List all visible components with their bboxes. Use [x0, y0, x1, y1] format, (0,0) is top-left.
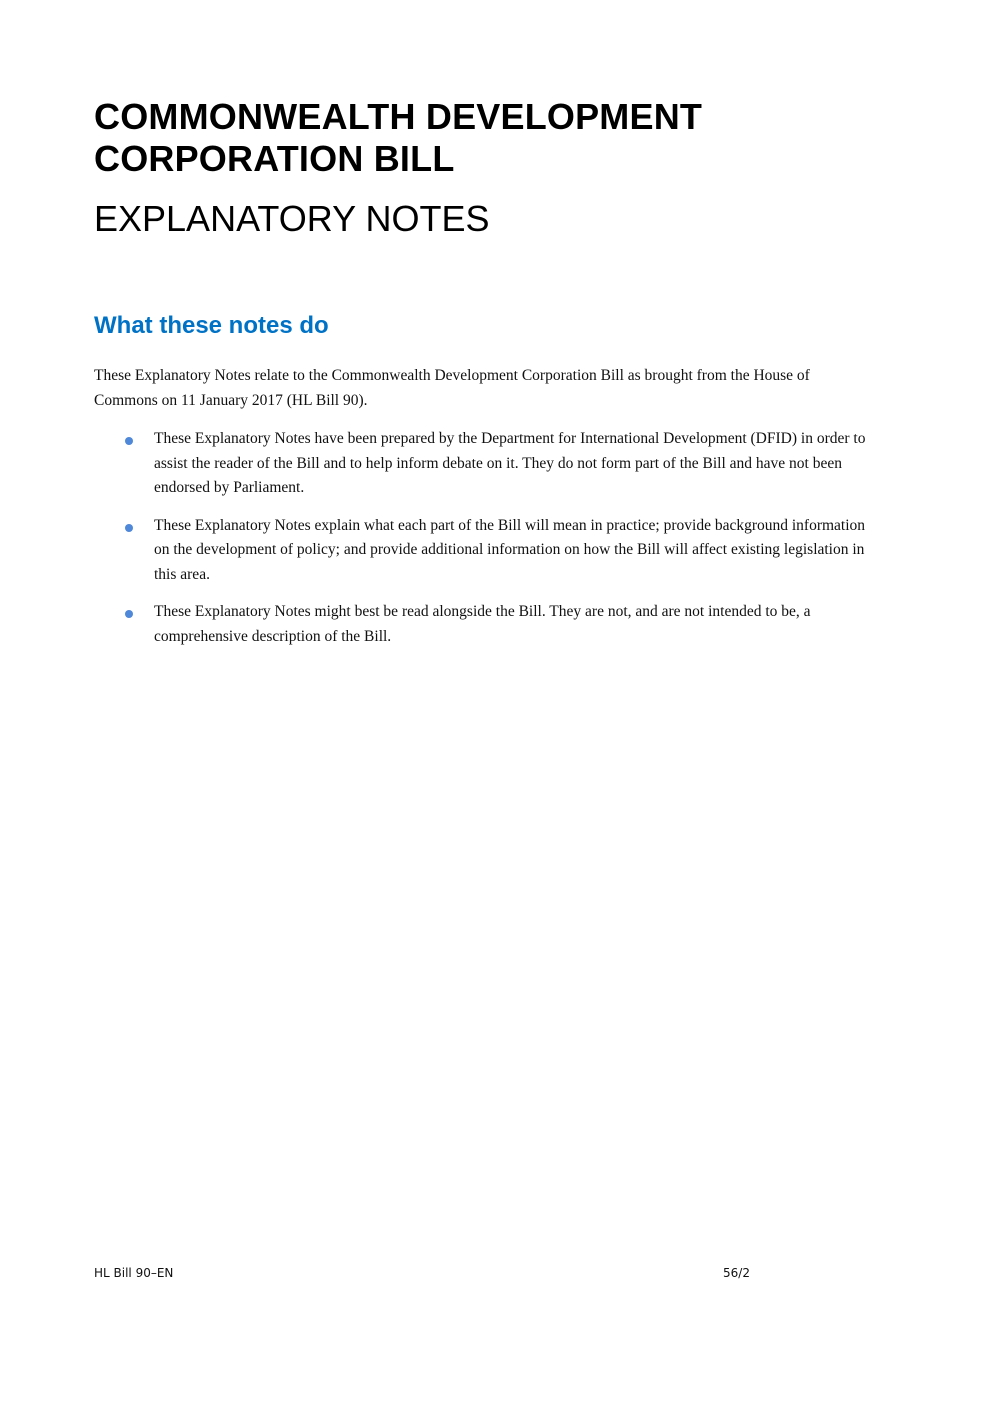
- bullet-text: These Explanatory Notes might best be read alongside the Bill. They are not, and are not intended to be, a comprehensive description of the Bill.: [154, 603, 811, 645]
- document-subtitle: EXPLANATORY NOTES: [94, 198, 490, 239]
- bullet-dot-icon: [125, 524, 133, 532]
- document-title: [94, 96, 702, 180]
- title-line-2: CORPORATION BILL: [94, 138, 455, 179]
- bullet-dot-icon: [125, 610, 133, 618]
- section-heading: What these notes do: [94, 312, 329, 339]
- footer-bill-reference: HL Bill 90–EN: [94, 1266, 174, 1280]
- bullet-item: [94, 600, 874, 649]
- bullet-dot-icon: [125, 437, 133, 445]
- bullet-list: [94, 427, 874, 662]
- title-line-1: COMMONWEALTH DEVELOPMENT: [94, 96, 703, 137]
- bullet-text: These Explanatory Notes have been prepared by the Department for International Development (DFID) in order to assist the reader of the Bill and to help inform debate on it. They do not form part of the Bill and have not been endorsed by Parliament.: [154, 430, 866, 496]
- bullet-item: [94, 514, 874, 588]
- bullet-item: [94, 427, 874, 501]
- intro-paragraph: These Explanatory Notes relate to the Commonwealth Development Corporation Bill as brought from the House of Commons on 11 January 2017 (HL Bill 90).: [94, 367, 810, 409]
- bullet-text: These Explanatory Notes explain what each part of the Bill will mean in practice; provide background information on the development of policy; and provide additional information on how the Bill will affect existing legislation in this area.: [154, 516, 866, 583]
- footer-page-code: 56/2: [723, 1266, 750, 1280]
